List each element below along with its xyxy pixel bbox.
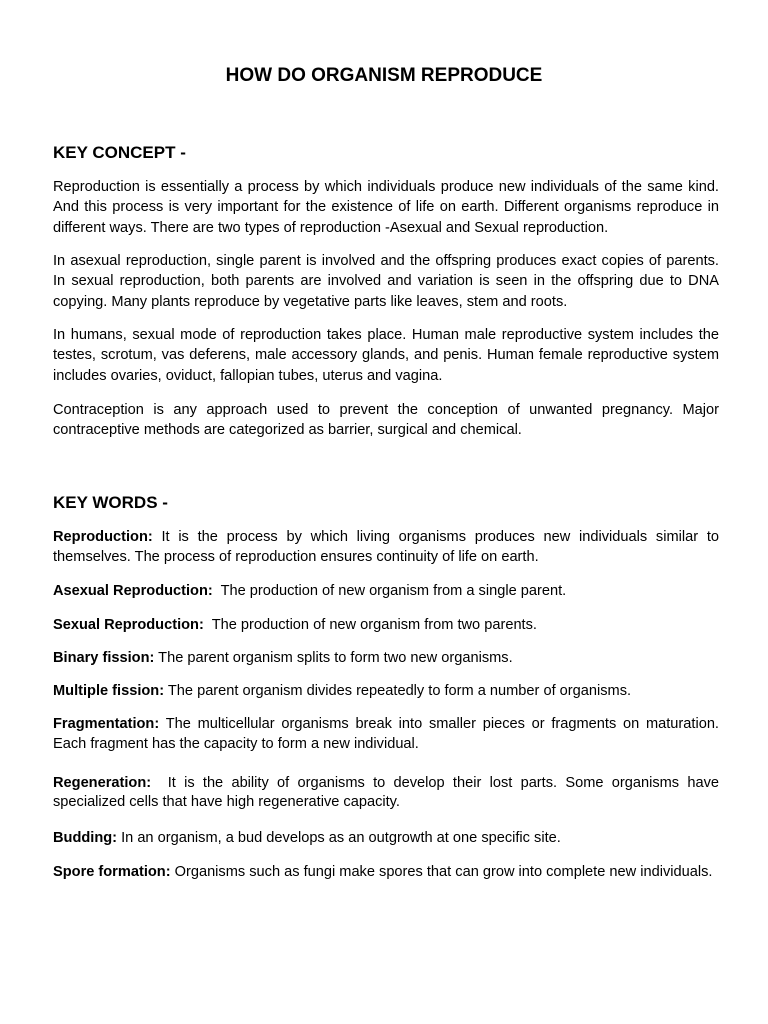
key-word-definition: It is the ability of organisms to develop their lost parts. Some organisms have specialized cells that have high regenerative capacity. (53, 775, 719, 810)
key-word-entry (53, 581, 719, 601)
key-word-term: Asexual Reproduction: (53, 583, 213, 599)
key-word-entry (53, 863, 719, 882)
key-word-entry (53, 615, 719, 635)
key-concept-paragraph: In asexual reproduction, single parent is involved and the offspring produces exact copies of parents. In sexual reproduction, both parents are involved and variation is seen in the offspring due to DNA copying. Many plants reproduce by vegetative parts like leaves, stem and roots. (53, 253, 719, 310)
key-concept-heading: KEY CONCEPT - (53, 143, 186, 162)
key-word-definition: The parent organism divides repeatedly to form a number of organisms. (167, 683, 632, 699)
key-word-term: Regeneration: (53, 775, 152, 791)
key-word-entry (53, 714, 719, 755)
key-word-entry (53, 828, 719, 848)
key-words-heading: KEY WORDS - (53, 493, 168, 512)
page-title: HOW DO ORGANISM REPRODUCE (225, 65, 543, 86)
key-word-definition: The production of new organism from a single parent. (220, 583, 567, 599)
key-word-term: Multiple fission: (53, 683, 165, 699)
key-word-definition: In an organism, a bud develops as an outgrowth at one specific site. (121, 830, 561, 846)
key-concept-paragraph: In humans, sexual mode of reproduction takes place. Human male reproductive system includes the testes, scrotum, vas deferens, male accessory glands, and penis. Human female reproductive system includes ovaries, oviduct, fallopian tubes, uterus and vagina. (53, 327, 719, 384)
key-word-entry (53, 648, 719, 668)
key-word-definition: It is the process by which living organisms produces new individuals similar to themselves. The process of reproduction ensures continuity of life on earth. (53, 529, 719, 566)
key-word-definition: The multicellular organisms break into smaller pieces or fragments on maturation. Each fragment has the capacity to form a new individual. (53, 716, 719, 753)
key-word-term: Binary fission: (53, 650, 155, 666)
key-concept-paragraph: Contraception is any approach used to prevent the conception of unwanted pregnancy. Major contraceptive methods are categorized as barrier, surgical and chemical. (53, 402, 719, 439)
key-word-term: Reproduction: (53, 529, 153, 545)
key-word-entry (53, 527, 719, 568)
key-word-term: Budding: (53, 830, 118, 846)
key-word-term: Spore formation: (53, 864, 171, 880)
key-word-definition: The production of new organism from two parents. (211, 617, 537, 633)
key-word-term: Fragmentation: (53, 716, 160, 732)
key-word-definition: The parent organism splits to form two new organisms. (158, 650, 513, 666)
key-word-term: Sexual Reproduction: (53, 617, 204, 633)
key-word-entry (53, 774, 719, 811)
key-word-definition: Organisms such as fungi make spores that can grow into complete new individuals. (174, 864, 713, 880)
key-word-entry (53, 681, 719, 701)
key-concept-paragraph: Reproduction is essentially a process by which individuals produce new individuals of the same kind. And this process is very important for the existence of life on earth. Different organisms reproduce in different ways. There are two types of reproduction -Asexual and Sexual reproduction. (53, 179, 719, 236)
